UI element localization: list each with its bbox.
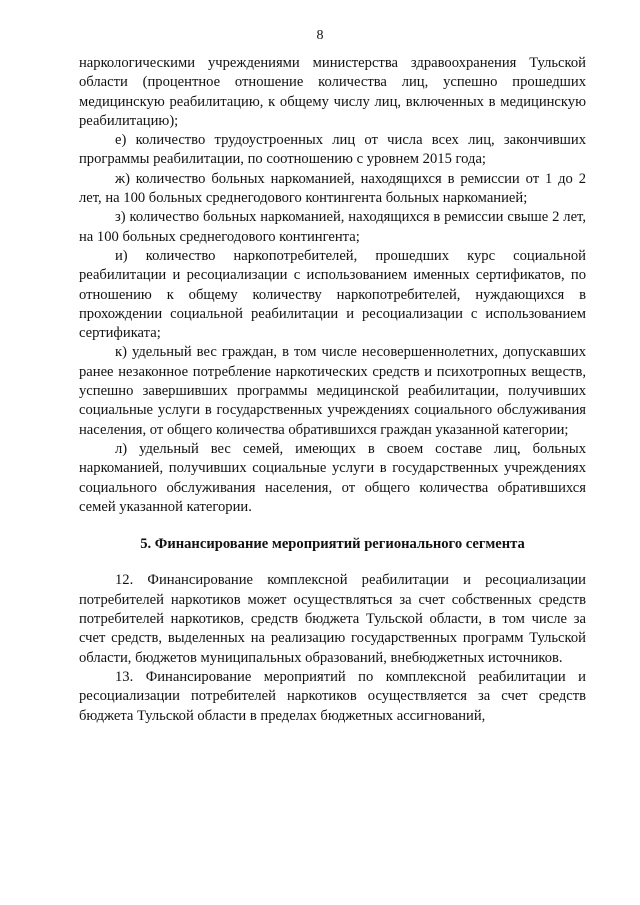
paragraph-12: 12. Финансирование комплексной реабилитации и ресоциализации потребителей наркотиков может осуществляться за счет собственных средств потребителей наркотиков, средств бюджета Тульской области, в том числе за счет средств, выделенных на реализацию государственных программ Тульской области, бюджетов муниципальных образований, внебюджетных источников. bbox=[79, 572, 586, 666]
page-number: 8 bbox=[316, 28, 324, 43]
section-title: 5. Финансирование мероприятий регионального сегмента bbox=[140, 536, 525, 553]
list-item-k: к) удельный вес граждан, в том числе несовершеннолетних, допускавших ранее незаконное потребление наркотических средств и психотропных веществ, успешно завершивших программы медицинской реабилитации, получивших социальные услуги в государственных учреждениях социального обслуживания населения, от общего количества обратившихся граждан указанной категории; bbox=[79, 344, 586, 438]
list-item-e: е) количество трудоустроенных лиц от числа всех лиц, закончивших программы реабилитации, по соотношению с уровнем 2015 года; bbox=[79, 132, 586, 168]
paragraph-13: 13. Финансирование мероприятий по комплексной реабилитации и ресоциализации потребителей наркотиков осуществляется за счет средств бюджета Тульской области в пределах бюджетных ассигнований, bbox=[79, 668, 586, 724]
paragraph-continuation: наркологическими учреждениями министерства здравоохранения Тульской области (процентное отношение количества лиц, успешно прошедших медицинскую реабилитацию, к общему числу лиц, включенных в медицинскую реабилитацию); bbox=[79, 55, 586, 129]
list-item-i: и) количество наркопотребителей, прошедших курс социальной реабилитации и ресоциализации с использованием именных сертификатов, по отношению к общему количеству наркопотребителей, нуждающихся в прохождении социальной реабилитации и ресоциализации с использованием сертификата; bbox=[79, 247, 586, 342]
list-item-z: з) количество больных наркоманией, находящихся в ремиссии свыше 2 лет, на 100 больных среднегодового контингента; bbox=[79, 209, 586, 245]
document-body bbox=[79, 54, 586, 726]
list-item-zh: ж) количество больных наркоманией, находящихся в ремиссии от 1 до 2 лет, на 100 больных среднегодового контингента больных наркоманией; bbox=[79, 170, 586, 207]
list-item-l: л) удельный вес семей, имеющих в своем составе лиц, больных наркоманией, получивших социальные услуги в государственных учреждениях социального обслуживания населения, от общего количества обратившихся семей указанной категории. bbox=[79, 440, 586, 515]
